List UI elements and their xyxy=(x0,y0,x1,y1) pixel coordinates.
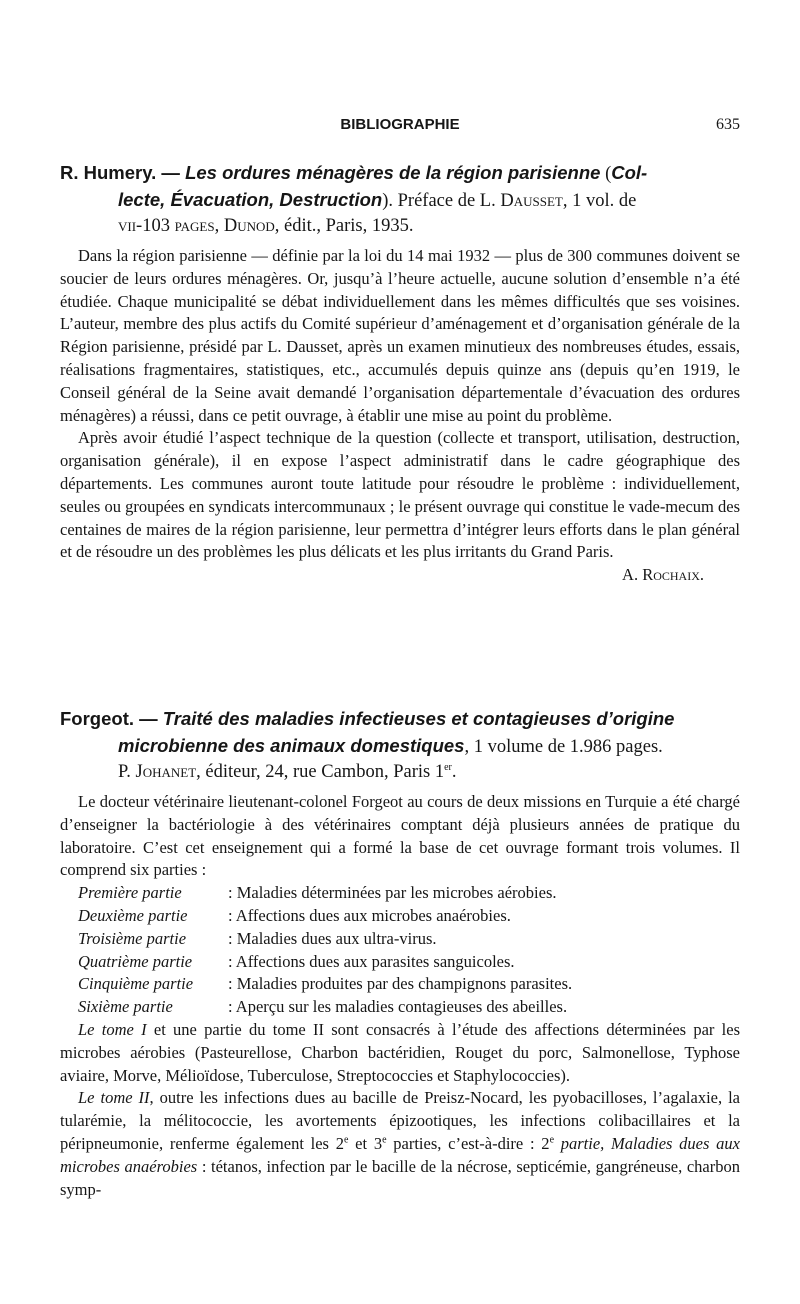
page-number: 635 xyxy=(716,116,740,133)
entry2-tome1: Le tome I et une partie du tome II sont consacrés à l’étude des affections déterminées par les microbes aérobies (Pasteurellose, Charbon bactéridien, Rouget du porc, Salmonellose, Typhose aviaire, Morve, Mélioïdose, Tuberculose, Streptococcies et Staphylococcies). xyxy=(60,1019,740,1085)
entry2-review xyxy=(60,791,740,1201)
list-item: Cinquième partie : Maladies produites par des champignons parasites. xyxy=(78,974,573,994)
entry2-intro: Le docteur vétérinaire lieutenant-colonel Forgeot au cours de deux missions en Turquie a été chargé d’enseigner la bactériologie à des vétérinaires comptant déjà plusieurs années de pratique du laboratoire. C’est cet enseignement qui a formé la base de cet ouvrage formant trois volumes. Il comprend six parties : xyxy=(60,792,740,880)
entry1-title: Les ordures ménagères de la région parisienne xyxy=(185,162,601,183)
parts-list xyxy=(60,882,740,1019)
entry1-signature: A. Rochaix. xyxy=(622,565,704,585)
entry1-author: R. Humery. xyxy=(60,162,157,183)
list-item: Quatrième partie : Affections dues aux parasites sanguicoles. xyxy=(78,951,515,971)
entry2-title-cont: microbienne des animaux domestiques xyxy=(118,735,465,756)
entry1-subtitle: lecte, Évacuation, Destruction xyxy=(118,189,383,210)
list-item: Sixième partie : Aperçu sur les maladies contagieuses des abeilles. xyxy=(78,997,568,1017)
entry1-paragraph-2: Après avoir étudié l’aspect technique de la question (collecte et transport, utilisation, destruction, organisation générale), il en expose l’aspect administratif dans le cadre géographique des départements. Les communes auront toute latitude pour résoudre le problème : individuellement, seules ou groupées en syndicats intercommunaux ; le présent ouvrage qui constitue le vade-mecum des centaines de maires de la région parisienne, leur permettra d’intégrer leurs efforts dans le plan général et de résoudre un des problèmes les plus délicats et les plus irritants du Grand Paris. A. Rochaix. xyxy=(60,427,740,564)
entry2-title: Traité des maladies infectieuses et contagieuses d’origine xyxy=(162,708,675,729)
entry1-publisher: Dunod xyxy=(223,216,275,236)
entry1-heading: R. Humery. — Les ordures ménagères de la région parisienne (Col- lecte, Évacuation, Destruction). Préface de L. Dausset, 1 vol. de vii-103 pages, Dunod, édit., Paris, 1935. xyxy=(60,162,648,236)
list-item: Première partie : Maladies déterminées par les microbes aérobies. xyxy=(78,883,557,903)
list-item: Troisième partie : Maladies dues aux ultra-virus. xyxy=(78,928,437,948)
entry2-publisher: Johanet xyxy=(135,762,197,782)
entry1-review xyxy=(60,245,740,587)
running-header xyxy=(60,116,740,138)
entry1-preface-author: Dausset xyxy=(500,191,563,211)
entry2-author: Forgeot. xyxy=(60,708,134,729)
entry2-tome2: Le tome II, outre les infections dues au bacille de Preisz-Nocard, les pyobacilloses, l’agalaxie, la tularémie, la mélitococcie, les avortements épizootiques, les infections colibacillaires et la péripneumonie, renferme également les 2e et 3e parties, c’est-à-dire : 2e partie, Maladies dues aux microbes anaérobies : tétanos, infection par le bacille de la nécrose, septicémie, gangréneuse, charbon symp- xyxy=(60,1088,740,1199)
running-title: BIBLIOGRAPHIE xyxy=(340,116,460,133)
entry1-paragraph-1: Dans la région parisienne — définie par la loi du 14 mai 1932 — plus de 300 communes doivent se soucier de leurs ordures ménagères. Or, jusqu’à l’heure actuelle, aucune solution d’ensemble n’a été étudiée. Chaque municipalité se débat individuellement dans les mêmes difficultés que ses voisines. L’auteur, membre des plus actifs du Comité supérieur d’aménagement et d’organisation générale de la Région parisienne, présidé par L. Dausset, après un examen minutieux des nombreuses études, essais, réalisations fragmentaires, statistiques, etc., accumulés depuis quinze ans (depuis qu’en 1919, le Conseil général de la Seine avait demandé l’organisation départementale d’évacuation des ordures ménagères) a réussi, dans ce petit ouvrage, à établir une mise au point du problème. xyxy=(60,246,740,425)
entry2-heading: Forgeot. — Traité des maladies infectieuses et contagieuses d’origine microbienne des animaux domestiques, 1 volume de 1.986 pages. P. Johanet, éditeur, 24, rue Cambon, Paris 1er. xyxy=(60,708,675,782)
list-item: Deuxième partie : Affections dues aux microbes anaérobies. xyxy=(78,905,511,925)
